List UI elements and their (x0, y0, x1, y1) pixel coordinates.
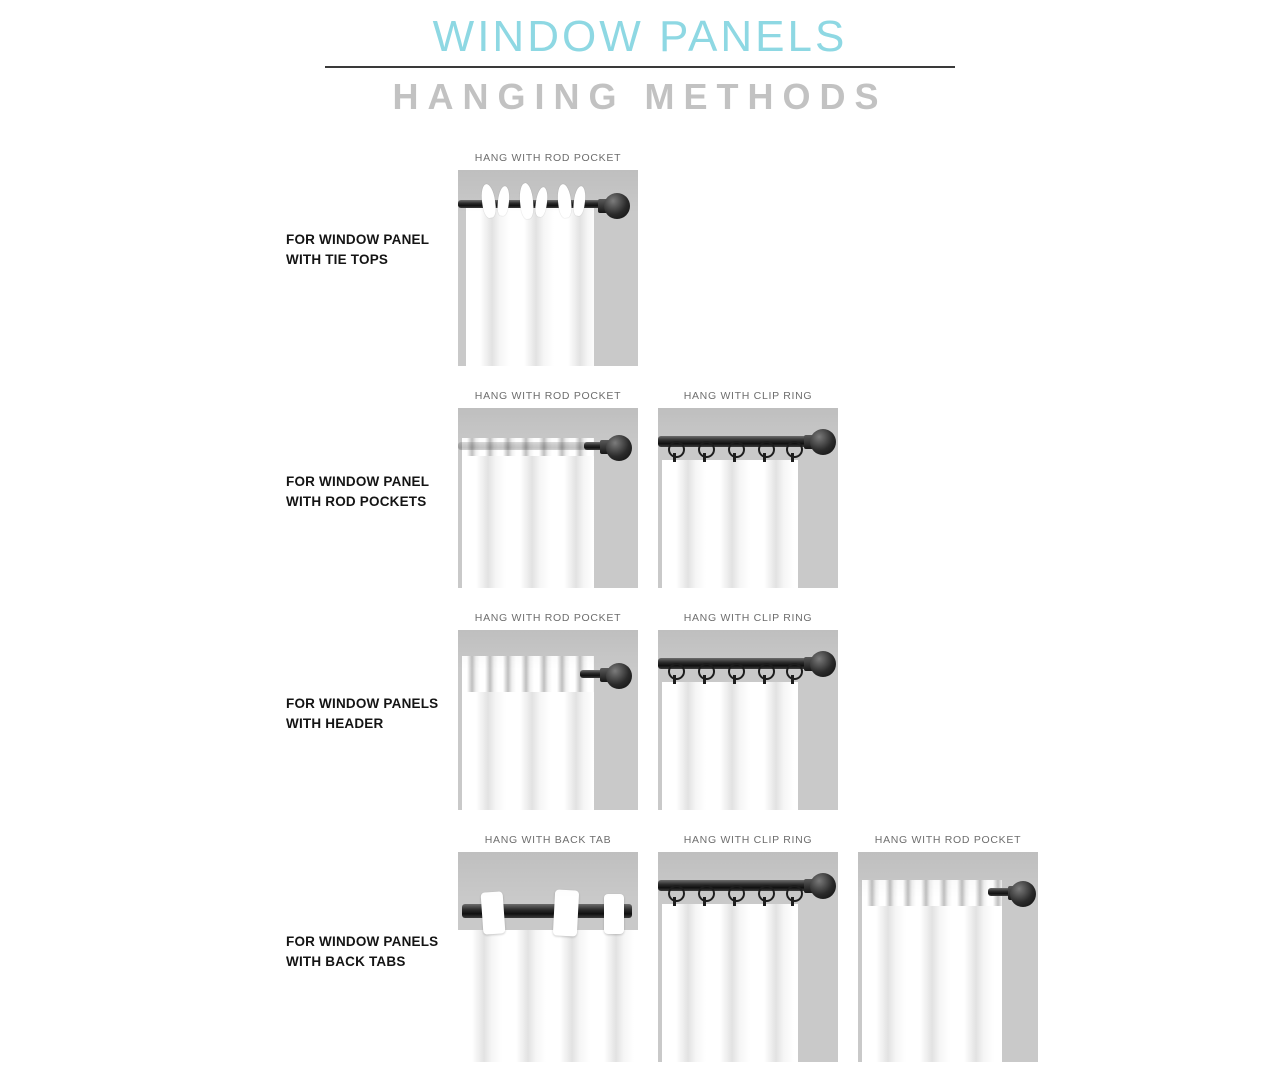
row-label-line-2: WITH BACK TABS (286, 953, 406, 969)
cell-caption: HANG WITH ROD POCKET (474, 152, 622, 165)
cell-header-clip-ring (658, 612, 838, 810)
row-cells-header (458, 612, 838, 810)
row-label-line-1: FOR WINDOW PANELS (286, 934, 439, 950)
row-label-line-2: WITH TIE TOPS (286, 251, 389, 267)
row-label-tie-tops (286, 230, 466, 269)
illustration-clip-ring (658, 852, 838, 1062)
row-back-tabs (0, 834, 1280, 1062)
finial-icon (604, 193, 630, 219)
cell-back-tab-clip-ring (658, 834, 838, 1062)
cell-clip-ring (658, 390, 838, 588)
row-cells-rod-pockets (458, 390, 838, 588)
illustration-clip-ring (658, 630, 838, 810)
illustration-tie-top (458, 170, 638, 366)
cell-caption: HANG WITH BACK TAB (484, 834, 612, 847)
page-header (0, 0, 1280, 118)
row-tie-tops (0, 152, 1280, 366)
cell-caption: HANG WITH ROD POCKET (474, 612, 622, 625)
row-label-rod-pockets (286, 472, 466, 511)
row-label-header (286, 694, 466, 733)
cell-caption: HANG WITH CLIP RING (683, 390, 813, 403)
cell-caption: HANG WITH CLIP RING (683, 612, 813, 625)
row-rod-pockets (0, 390, 1280, 588)
fabric-shading (858, 852, 1038, 1062)
fabric-shading (458, 852, 638, 1062)
illustration-header-pocket (458, 630, 638, 810)
row-label-line-1: FOR WINDOW PANELS (286, 696, 439, 712)
row-label-line-2: WITH ROD POCKETS (286, 493, 427, 509)
cell-caption: HANG WITH ROD POCKET (874, 834, 1022, 847)
fabric-shading (658, 408, 838, 588)
row-label-back-tabs (286, 932, 466, 971)
cell-back-tab-rod-pocket (858, 834, 1038, 1062)
fabric-shading (658, 630, 838, 810)
page-title: WINDOW PANELS (432, 12, 848, 61)
row-header (0, 612, 1280, 810)
illustration-clip-ring (658, 408, 838, 588)
illustration-rod-pocket-wide (858, 852, 1038, 1062)
row-label-line-1: FOR WINDOW PANEL (286, 232, 430, 248)
diagram-rows (0, 152, 1280, 1062)
cell-header-rod-pocket (458, 612, 638, 810)
cell-caption: HANG WITH ROD POCKET (474, 390, 622, 403)
page-subtitle: HANGING METHODS (392, 76, 888, 118)
illustration-rod-pocket (458, 408, 638, 588)
row-cells-tie-tops (458, 152, 638, 366)
cell-caption: HANG WITH CLIP RING (683, 834, 813, 847)
row-cells-back-tabs (458, 834, 1038, 1062)
fabric-shading (458, 630, 638, 810)
row-label-line-2: WITH HEADER (286, 715, 384, 731)
fabric-shading (458, 408, 638, 588)
row-label-line-1: FOR WINDOW PANEL (286, 474, 430, 490)
illustration-back-tab (458, 852, 638, 1062)
cell-rod-pocket (458, 390, 638, 588)
cell-tie-top-rod-pocket (458, 152, 638, 366)
title-divider (325, 66, 955, 68)
cell-back-tab (458, 834, 638, 1062)
fabric-shading (658, 852, 838, 1062)
